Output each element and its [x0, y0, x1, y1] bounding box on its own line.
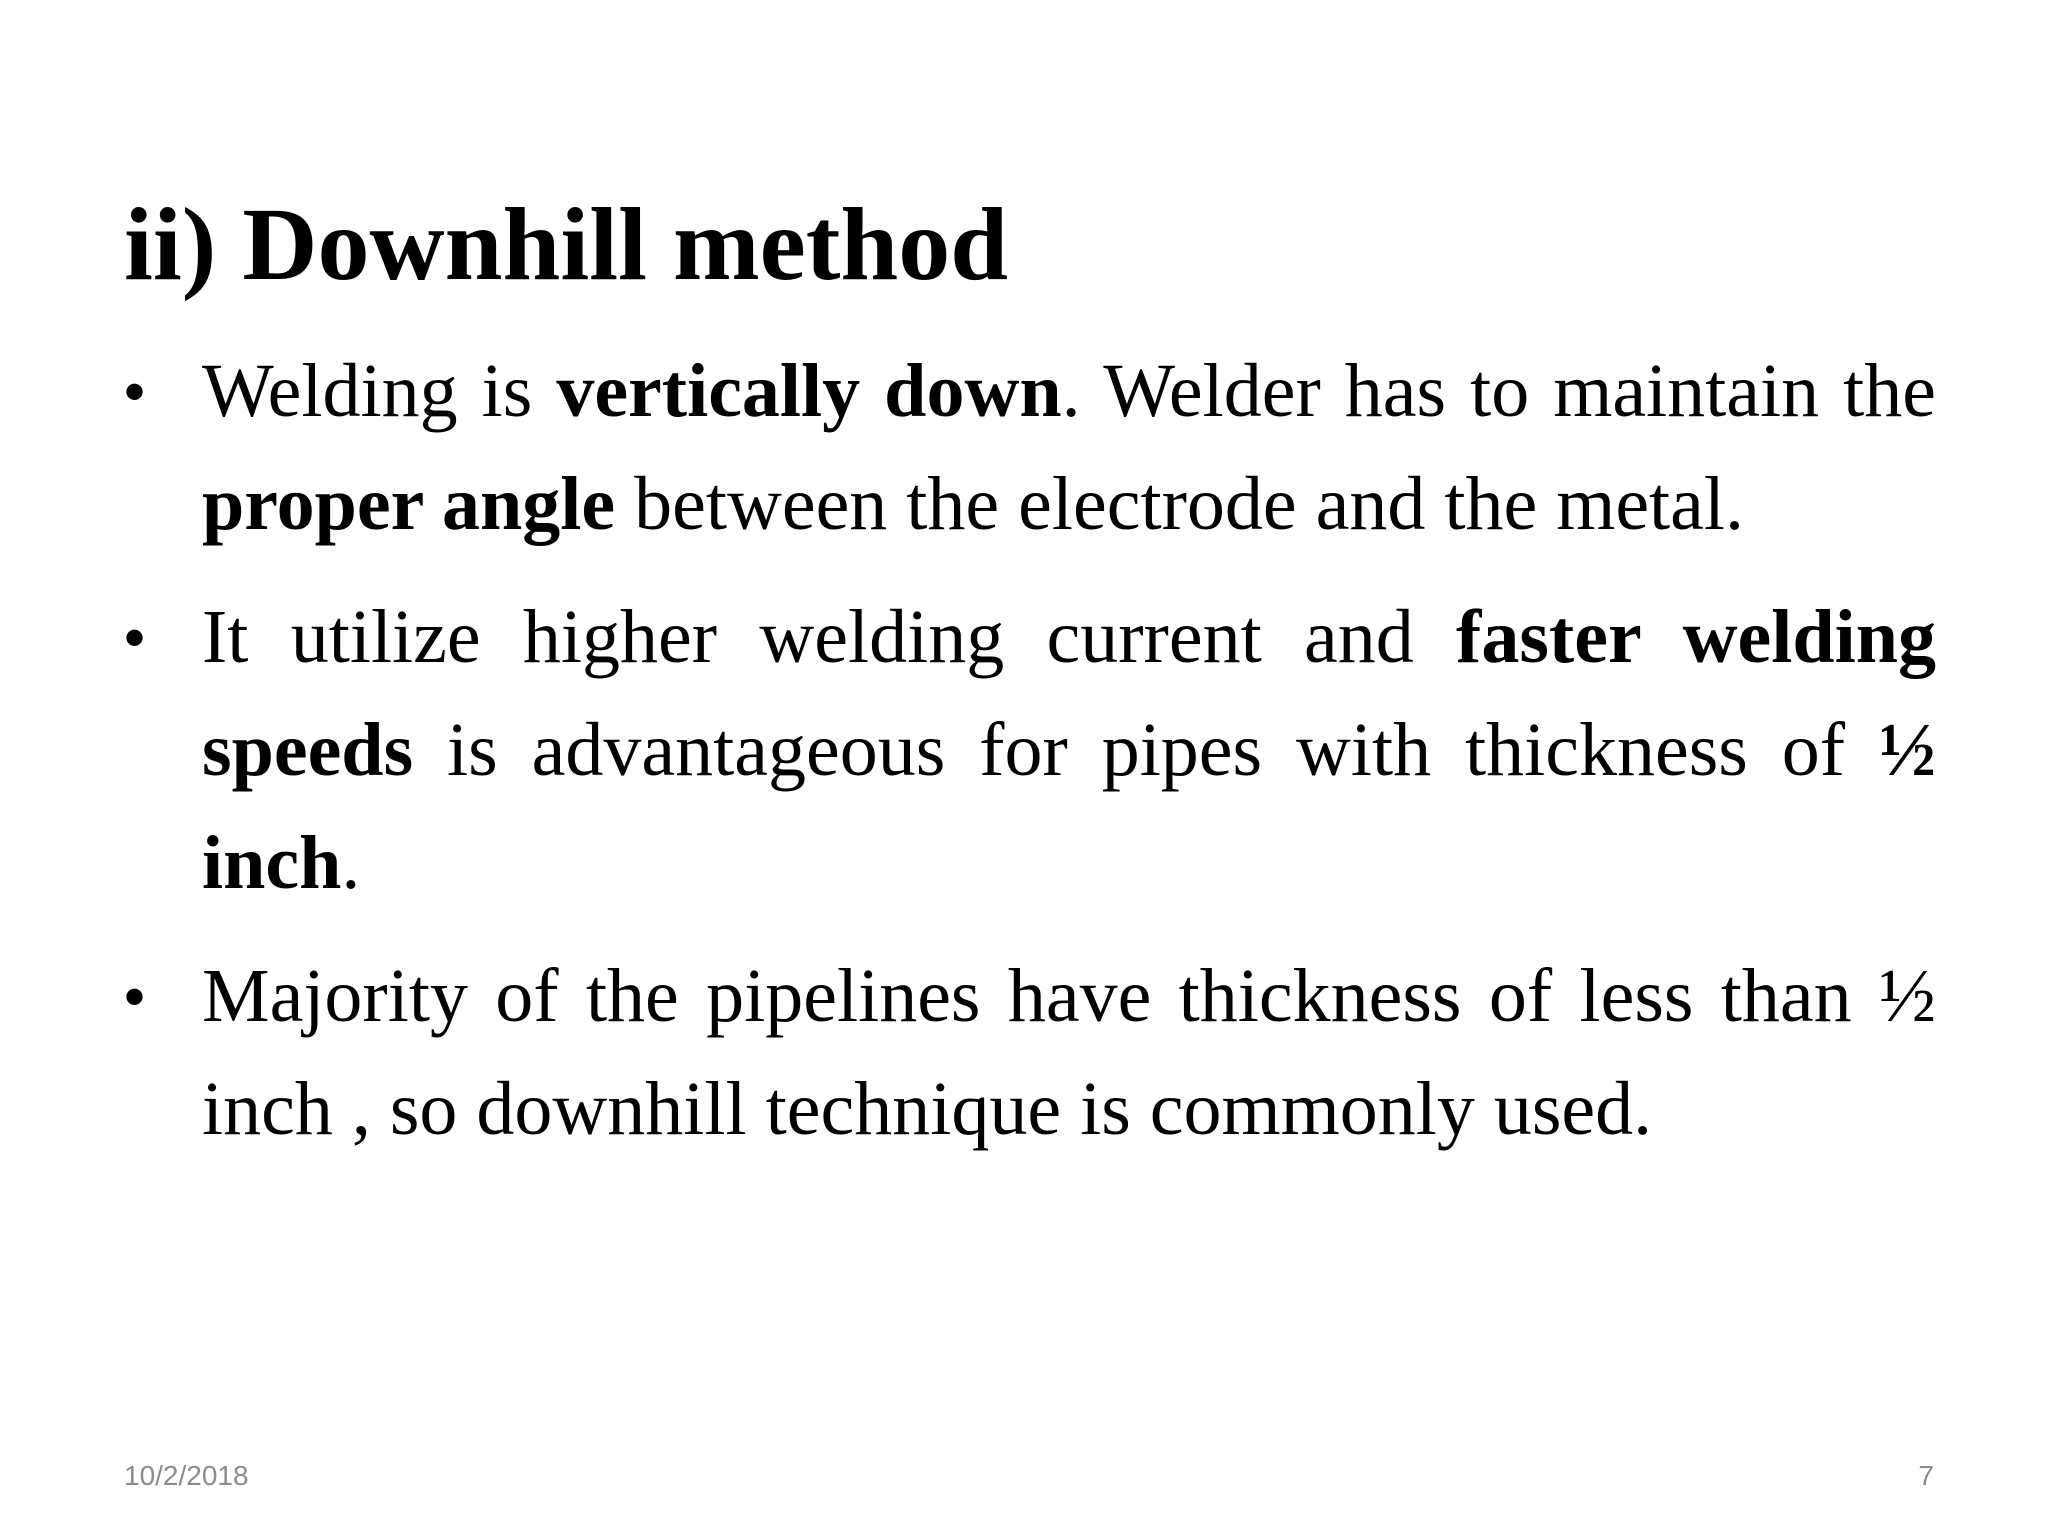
text-segment: It utilize higher welding current and: [202, 595, 1457, 679]
text-segment: Welding is: [202, 349, 557, 433]
text-segment: between the electrode and the metal.: [615, 462, 1745, 546]
bullet-text: [202, 954, 1936, 1151]
slide-title: ii) Downhill method: [124, 187, 1009, 302]
bullet-text: [202, 349, 1936, 546]
text-segment: is advantageous for pipes with thickness of: [413, 708, 1879, 792]
bullet-icon: •: [124, 358, 146, 425]
text-segment: Majority of the pipelines have thickness of less than ½ inch , so downhill technique is commonly used.: [202, 954, 1936, 1151]
bullet-item-2: [124, 581, 1936, 920]
bullet-item-1: [124, 335, 1936, 561]
text-segment: . Welder has to maintain the: [1061, 349, 1936, 433]
bullet-icon: •: [124, 604, 146, 671]
bullet-list: [124, 335, 1936, 1186]
footer-date: 10/2/2018: [124, 1460, 249, 1491]
text-segment-bold: faster welding speeds: [202, 595, 1936, 792]
text-segment-bold: proper angle: [202, 462, 616, 546]
bullet-item-3: [124, 940, 1936, 1166]
text-segment-bold: ½ inch: [202, 708, 1936, 905]
text-segment: .: [341, 821, 361, 905]
bullet-icon: •: [124, 963, 146, 1030]
bullet-text: [202, 595, 1936, 905]
footer-page-number: 7: [1918, 1460, 1934, 1491]
text-segment-bold: vertically down: [556, 349, 1062, 433]
